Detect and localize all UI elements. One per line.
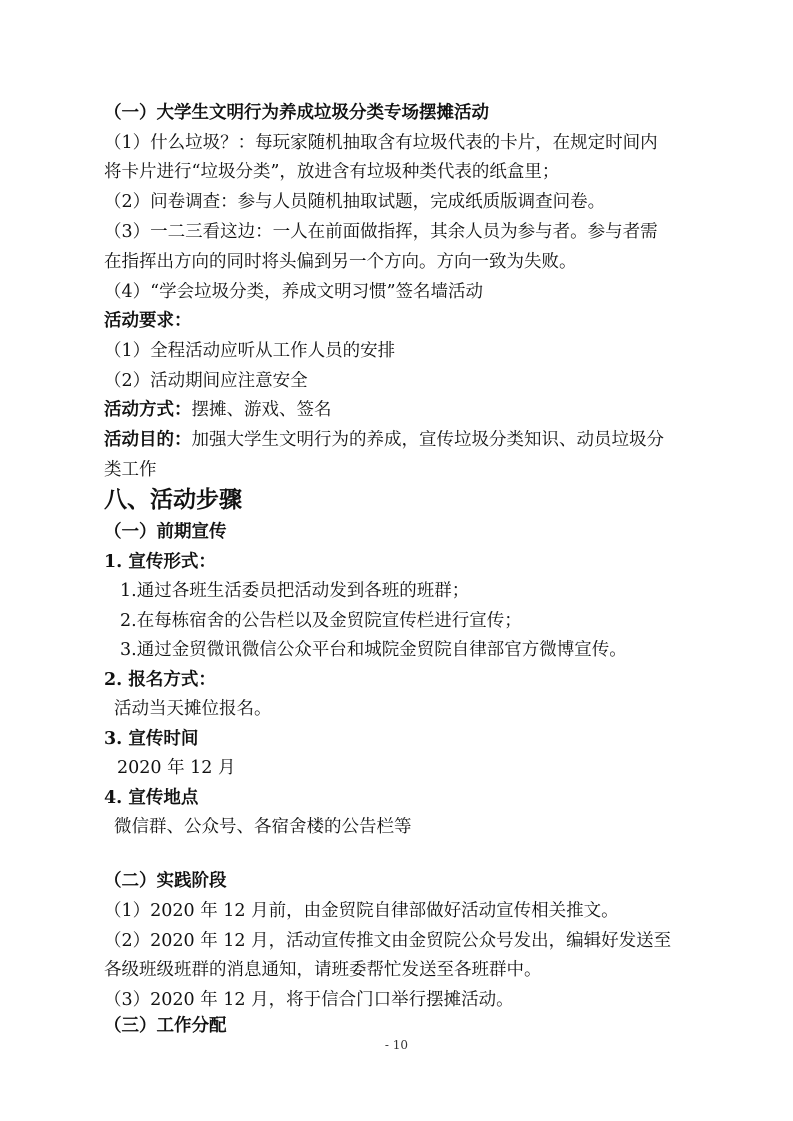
subsection-title: （二）实践阶段 — [104, 871, 227, 891]
paragraph-line: 在指挥出方向的同时将头偏到另一个方向。方向一致为失败。 — [104, 252, 577, 272]
subsection-title: （三）工作分配 — [104, 1016, 227, 1036]
list-item: 2.在每栋宿舍的公告栏以及金贸院宣传栏进行宣传； — [120, 611, 522, 631]
chapter-title: 八、活动步骤 — [104, 486, 242, 513]
paragraph-line: （3）2020 年 12 月，将于信合门口举行摆摊活动。 — [104, 990, 514, 1010]
paragraph-line: 将卡片进行“垃圾分类”，放进含有垃圾种类代表的纸盒里； — [104, 162, 560, 182]
list-item: 1.通过各班生活委员把活动发到各班的班群； — [120, 581, 470, 601]
requirement-line: （1）全程活动应听从工作人员的安排 — [104, 341, 396, 361]
paragraph-line: （1）2020 年 12 月前，由金贸院自律部做好活动宣传相关推文。 — [104, 901, 619, 921]
point-text: 活动当天摊位报名。 — [114, 699, 272, 719]
goal-line — [104, 425, 697, 455]
point-text: 微信群、公众号、各宿舍楼的公告栏等 — [114, 817, 412, 837]
paragraph-line: （4）“学会垃圾分类，养成文明习惯”签名墙活动 — [104, 282, 484, 302]
paragraph-line: 各级班级班群的消息通知，请班委帮忙发送至各班群中。 — [104, 960, 542, 980]
paragraph-line: （2）问卷调查：参与人员随机抽取试题，完成纸质版调查问卷。 — [104, 192, 606, 212]
requirement-line: （2）活动期间应注意安全 — [104, 371, 308, 391]
goal-line-cont: 类工作 — [104, 460, 157, 480]
point-title: 2. 报名方式： — [104, 670, 216, 690]
paragraph-line: （3）一二三看这边：一人在前面做指挥，其余人员为参与者。参与者需 — [104, 222, 658, 242]
paragraph-line: （2）2020 年 12 月，活动宣传推文由金贸院公众号发出，编辑好发送至 — [104, 931, 672, 951]
method-text: 摆摊、游戏、签名 — [191, 400, 332, 420]
list-item: 3.通过金贸微讯微信公众平台和城院金贸院自律部官方微博宣传。 — [120, 640, 627, 660]
page-number: - 10 — [384, 1038, 409, 1052]
paragraph-line: （1）什么垃圾？：每玩家随机抽取含有垃圾代表的卡片，在规定时间内 — [104, 133, 658, 153]
subsection-title: （一）前期宣传 — [104, 522, 227, 542]
goal-label: 活动目的： — [104, 430, 192, 450]
point-title: 3. 宣传时间 — [104, 729, 199, 749]
requirements-heading: 活动要求： — [104, 311, 192, 331]
point-title: 1. 宣传形式： — [104, 552, 216, 572]
method-line — [104, 395, 697, 425]
goal-text: 加强大学生文明行为的养成，宣传垃圾分类知识、动员垃圾分 — [191, 430, 664, 450]
section-heading: （一）大学生文明行为养成垃圾分类专场摆摊活动 — [104, 103, 489, 123]
point-title: 4. 宣传地点 — [104, 788, 199, 808]
point-text: 2020 年 12 月 — [117, 758, 236, 778]
method-label: 活动方式： — [104, 400, 192, 420]
